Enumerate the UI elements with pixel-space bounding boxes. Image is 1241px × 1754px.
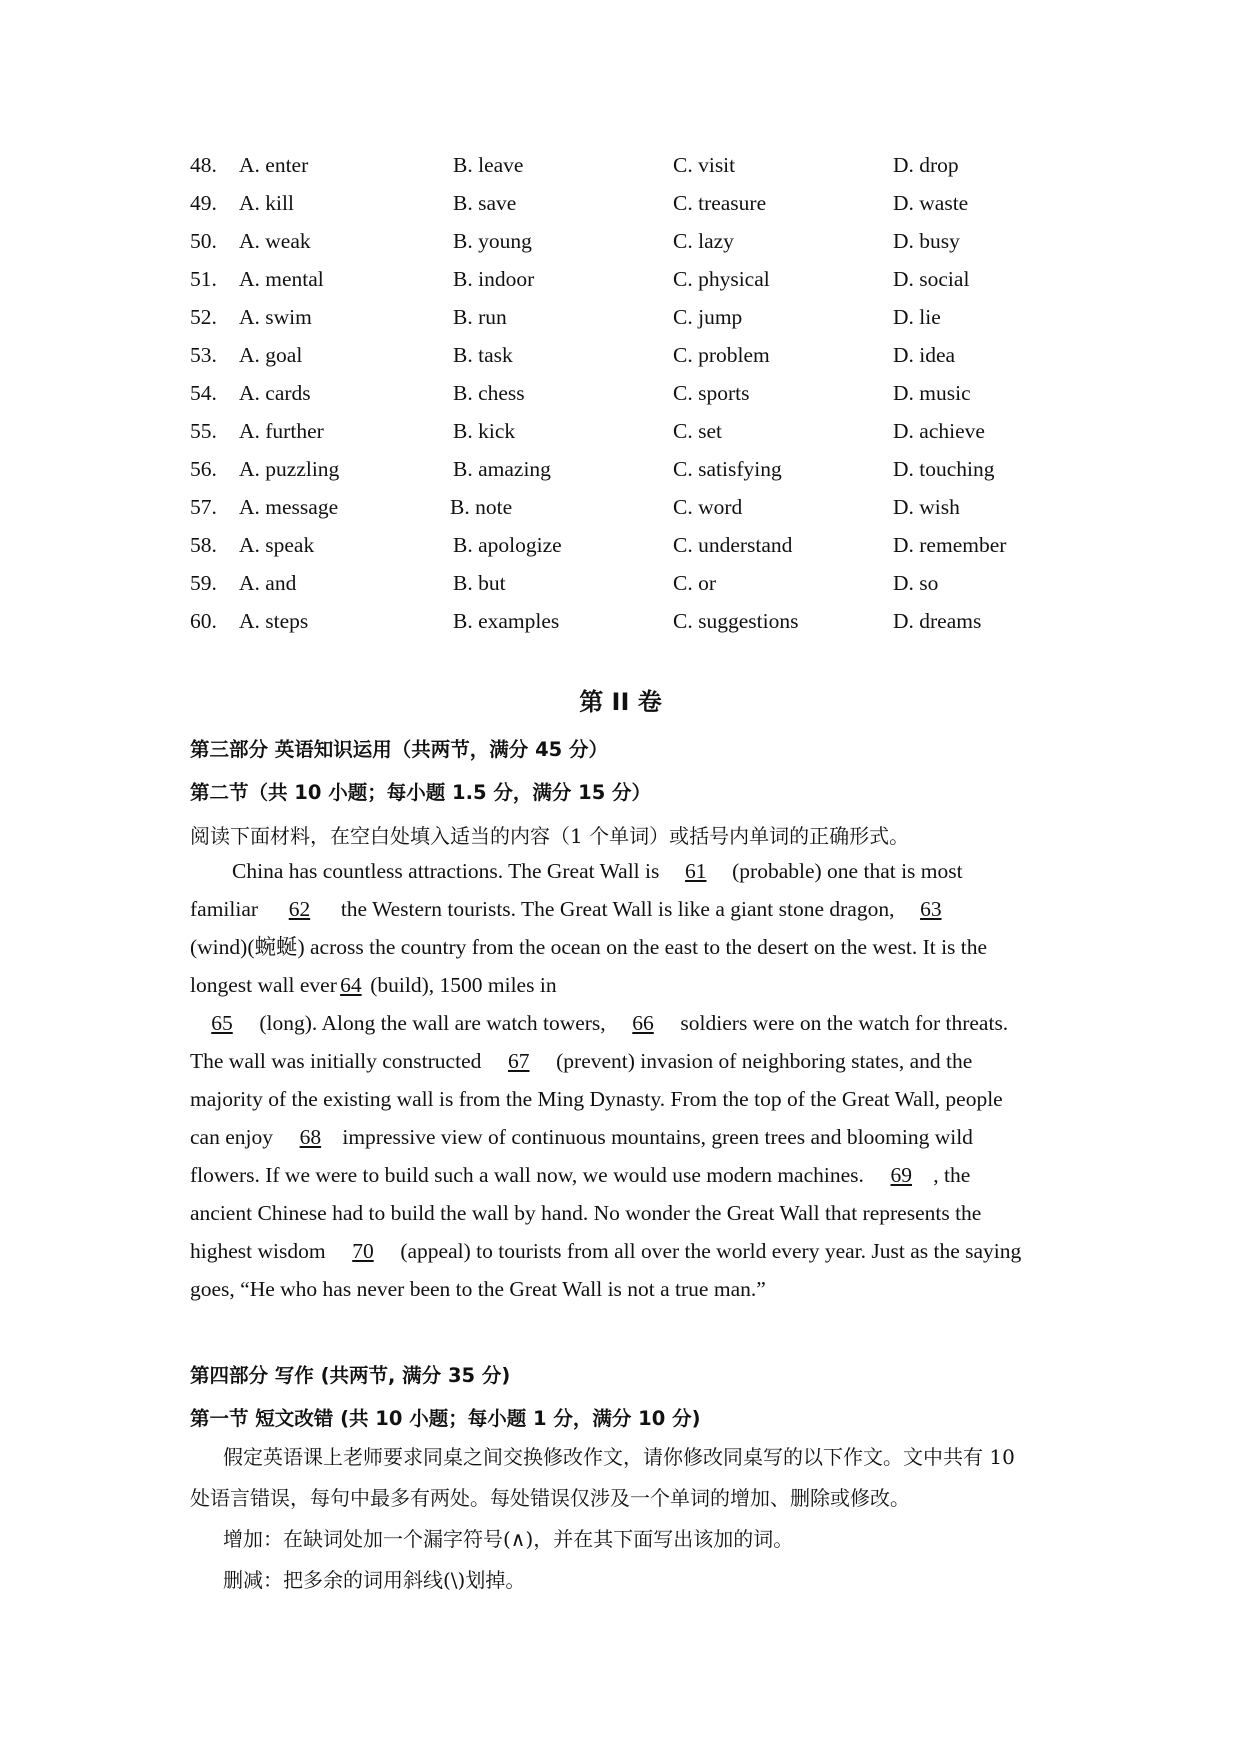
option-c: C. set (673, 419, 722, 443)
question-number: 51. (190, 267, 217, 291)
option-a: A. goal (239, 343, 303, 367)
option-c: C. lazy (673, 229, 734, 253)
passage-text: (prevent) invasion of neighboring states, and the (550, 1049, 973, 1073)
volume-title: 第 II 卷 (579, 688, 662, 716)
choice-row-60 (190, 602, 1070, 640)
option-d: D. lie (893, 305, 941, 329)
section2-heading: 第二节（共 10 小题；每小题 1.5 分，满分 15 分） (190, 781, 652, 804)
question-number: 49. (190, 191, 217, 215)
option-c: C. suggestions (673, 609, 799, 633)
option-c: C. treasure (673, 191, 767, 215)
choice-row-52 (190, 298, 1070, 336)
blank-64: 64 (340, 973, 362, 997)
choices-table (190, 146, 1070, 640)
passage-text: ancient Chinese had to build the wall by hand. No wonder the Great Wall that represents the (190, 1201, 982, 1225)
question-number: 58. (190, 533, 217, 557)
passage-line (190, 966, 1070, 1004)
blank-66: 66 (632, 1011, 654, 1035)
choice-row-48 (190, 146, 1070, 184)
passage-line (190, 890, 1070, 928)
passage-line (190, 1042, 1070, 1080)
choice-row-56 (190, 450, 1070, 488)
choice-row-54 (190, 374, 1070, 412)
section1-heading: 第一节 短文改错 (共 10 小题；每小题 1 分，满分 10 分) (190, 1407, 701, 1430)
question-number: 52. (190, 305, 217, 329)
option-b: B. apologize (453, 533, 562, 557)
option-d: D. waste (893, 191, 969, 215)
choice-row-58 (190, 526, 1070, 564)
option-a: A. puzzling (239, 457, 340, 481)
option-c: C. visit (673, 153, 736, 177)
question-number: 54. (190, 381, 217, 405)
passage-text: flowers. If we were to build such a wall now, we would use modern machines. (190, 1163, 870, 1187)
passage-text: China has countless attractions. The Great Wall is (232, 859, 665, 883)
passage-text: can enjoy (190, 1125, 279, 1149)
passage-text: soldiers were on the watch for threats. (675, 1011, 1009, 1035)
error-correction-instructions (190, 1437, 1070, 1601)
option-a: A. kill (239, 191, 294, 215)
option-b: B. amazing (453, 457, 551, 481)
option-c: C. or (673, 571, 716, 595)
passage-text: (build), 1500 miles in (364, 973, 557, 997)
passage-text: (appeal) to tourists from all over the world every year. Just as the saying (394, 1239, 1022, 1263)
option-d: D. touching (893, 457, 995, 481)
option-d: D. wish (893, 495, 960, 519)
passage-line (190, 928, 1070, 966)
option-d: D. dreams (893, 609, 982, 633)
passage-line (190, 1156, 1070, 1194)
option-b: B. kick (453, 419, 516, 443)
question-number: 53. (190, 343, 217, 367)
blank-69: 69 (890, 1163, 913, 1187)
choice-row-51 (190, 260, 1070, 298)
option-b: B. young (453, 229, 532, 253)
part3-heading: 第三部分 英语知识运用（共两节，满分 45 分） (190, 738, 609, 761)
passage-text: (wind)(蜿蜒) across the country from the ocean on the east to the desert on the west. It is the (190, 935, 988, 959)
question-number: 59. (190, 571, 217, 595)
option-b: B. chess (453, 381, 525, 405)
passage-text: majority of the existing wall is from the Ming Dynasty. From the top of the Great Wall, people (190, 1087, 1003, 1111)
option-d: D. busy (893, 229, 960, 253)
option-d: D. remember (893, 533, 1007, 557)
option-a: A. further (239, 419, 324, 443)
option-c: C. satisfying (673, 457, 782, 481)
option-d: D. idea (893, 343, 956, 367)
passage-line (190, 1118, 1070, 1156)
option-b: B. indoor (453, 267, 535, 291)
passage-line (190, 1194, 1070, 1232)
option-c: C. understand (673, 533, 793, 557)
passage-text: The wall was initially constructed (190, 1049, 487, 1073)
passage-text: impressive view of continuous mountains, green trees and blooming wild (342, 1125, 973, 1149)
blank-67: 67 (508, 1049, 530, 1073)
passage-text: the Western tourists. The Great Wall is like a giant stone dragon, (335, 897, 900, 921)
option-a: A. cards (239, 381, 311, 405)
option-b: B. save (453, 191, 517, 215)
option-b: B. run (453, 305, 507, 329)
blank-62: 62 (288, 897, 311, 921)
passage-line (190, 1080, 1070, 1118)
question-number: 50. (190, 229, 217, 253)
option-d: D. music (893, 381, 971, 405)
passage-line (190, 852, 1070, 890)
option-b: B. note (450, 495, 513, 519)
option-c: C. jump (673, 305, 743, 329)
passage-text: (probable) one that is most (726, 859, 963, 883)
option-a: A. speak (239, 533, 315, 557)
option-b: B. but (453, 571, 506, 595)
option-d: D. achieve (893, 419, 985, 443)
question-number: 60. (190, 609, 217, 633)
passage-line (190, 1270, 1070, 1308)
option-b: B. leave (453, 153, 524, 177)
blank-70: 70 (352, 1239, 374, 1263)
blank-68: 68 (299, 1125, 322, 1149)
instruction-line: 处语言错误，每句中最多有两处。每处错误仅涉及一个单词的增加、删除或修改。 (190, 1486, 910, 1510)
question-number: 56. (190, 457, 217, 481)
question-number: 57. (190, 495, 217, 519)
choice-row-59 (190, 564, 1070, 602)
option-a: A. and (239, 571, 297, 595)
instruction-line: 删减：把多余的词用斜线(\)划掉。 (223, 1568, 526, 1592)
blank-65: 65 (211, 1011, 233, 1035)
option-a: A. message (239, 495, 339, 519)
option-c: C. word (673, 495, 743, 519)
passage-line (190, 1004, 1070, 1042)
option-d: D. so (893, 571, 939, 595)
option-a: A. steps (239, 609, 309, 633)
passage-text: (long). Along the wall are watch towers, (254, 1011, 612, 1035)
section2-instruction: 阅读下面材料，在空白处填入适当的内容（1 个单词）或括号内单词的正确形式。 (190, 824, 910, 848)
question-number: 48. (190, 153, 217, 177)
option-a: A. weak (239, 229, 311, 253)
choice-row-55 (190, 412, 1070, 450)
cloze-passage (190, 852, 1070, 1308)
blank-61: 61 (685, 859, 707, 883)
choice-row-53 (190, 336, 1070, 374)
option-c: C. sports (673, 381, 750, 405)
choice-row-57 (190, 488, 1070, 526)
passage-text: goes, “He who has never been to the Great Wall is not a true man.” (190, 1277, 766, 1301)
option-d: D. social (893, 267, 970, 291)
passage-text: highest wisdom (190, 1239, 331, 1263)
option-a: A. mental (239, 267, 324, 291)
option-d: D. drop (893, 153, 959, 177)
choice-row-50 (190, 222, 1070, 260)
part4-heading: 第四部分 写作 (共两节, 满分 35 分) (190, 1364, 511, 1387)
passage-text: , the (933, 1163, 971, 1187)
passage-line (190, 1232, 1070, 1270)
instruction-line: 假定英语课上老师要求同桌之间交换修改作文，请你修改同桌写的以下作文。文中共有 10 (223, 1445, 1015, 1469)
option-c: C. problem (673, 343, 770, 367)
option-b: B. task (453, 343, 513, 367)
instruction-line: 增加：在缺词处加一个漏字符号(∧)，并在其下面写出该加的词。 (223, 1527, 794, 1551)
passage-text: longest wall ever (190, 973, 337, 997)
choice-row-49 (190, 184, 1070, 222)
option-a: A. swim (239, 305, 312, 329)
option-a: A. enter (239, 153, 309, 177)
blank-63: 63 (920, 897, 942, 921)
option-c: C. physical (673, 267, 770, 291)
passage-text: familiar (190, 897, 264, 921)
option-b: B. examples (453, 609, 560, 633)
question-number: 55. (190, 419, 217, 443)
